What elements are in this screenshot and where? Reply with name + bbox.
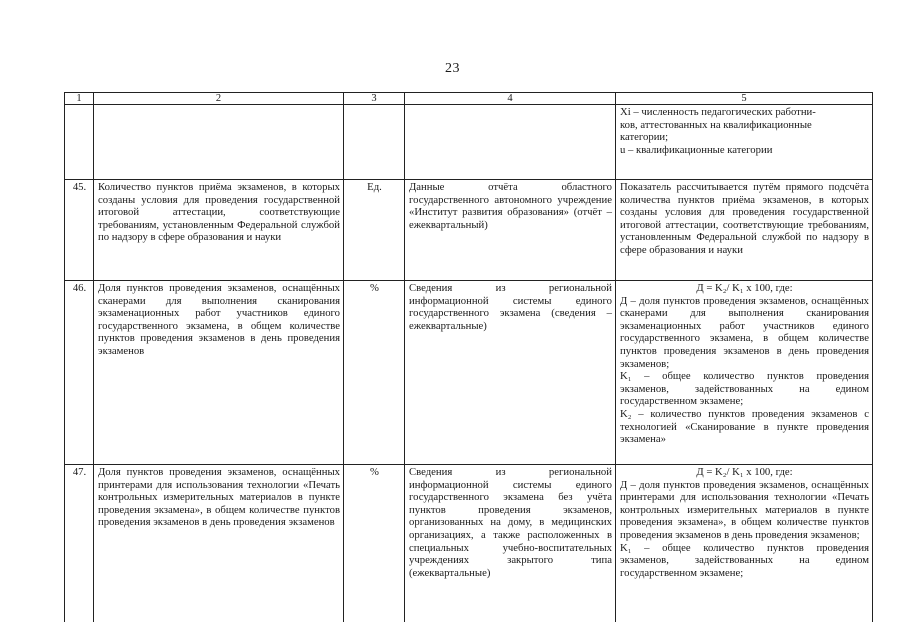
indicator-name-cell: Доля пунктов проведения экзаменов, оснащённых сканерами для выполнения сканирования экзаменационных работ участников единого государственного экзамена, в общем количестве пунктов проведения экзаменов в день проведения экзаменов: [94, 281, 344, 465]
column-number: 1: [65, 93, 94, 105]
method-text: K₁ – общее количество пунктов проведения экзаменов, задействованных на едином государственном экзамене;: [620, 541, 869, 579]
method-cell: [616, 105, 873, 180]
source-cell: Сведения из региональной информационной системы единого государственного экзамена (сведения – ежеквартальные): [405, 281, 616, 465]
method-text: K₁ – общее количество пунктов проведения экзаменов, задействованных на едином государственном экзамене;: [620, 370, 869, 408]
formula-text: Д = K₂/ K₁ x 100, где:: [696, 466, 793, 478]
indicators-table: [64, 92, 873, 635]
column-number: 5: [616, 93, 873, 105]
source-cell: [405, 105, 616, 180]
indicator-name-cell: Доля пунктов проведения экзаменов, оснащённых принтерами для использования технологии «Печать контрольных измерительных материалов в пункте проведения экзамена», в общем количестве пунктов проведения экзаменов в день проведения экзаменов: [94, 465, 344, 635]
method-text: ков, аттестованных на квалификационные: [620, 118, 812, 131]
page-number: 23: [445, 61, 460, 76]
row-number-cell: 45.: [65, 180, 94, 281]
method-text: Xi – численность педагогических работни-: [620, 106, 816, 118]
table-row: [65, 281, 873, 465]
unit-cell: %: [344, 281, 405, 465]
indicator-name-cell: [94, 105, 344, 180]
column-number: 2: [94, 93, 344, 105]
page-bottom-edge: [0, 622, 905, 640]
table-row: [65, 465, 873, 635]
method-cell: Показатель рассчитывается путём прямого подсчёта количества пунктов приёма экзаменов, в которых созданы условия для проведения государственной итоговой аттестации, соответствующие требованиям, установленным Федеральной службой по надзору в сфере образования и науки: [616, 180, 873, 281]
method-cell: [616, 281, 873, 465]
method-text: u – квалификационные категории: [620, 143, 773, 156]
column-number-row: [65, 93, 873, 105]
method-text: категории;: [620, 131, 669, 144]
method-text: K₂ – количество пунктов проведения экзаменов с технологией «Сканирование в пункте проведения экзамена»: [620, 407, 869, 446]
method-text: Д – доля пунктов проведения экзаменов, оснащённых принтерами для использования технологии «Печать контрольных измерительных материалов в пункте проведения экзамена», в общем количестве пунктов проведения экзаменов в день проведения экзаменов;: [620, 478, 869, 541]
unit-cell: Ед.: [344, 180, 405, 281]
source-cell: Сведения из региональной информационной системы единого государственного экзамена без учёта пунктов проведения экзаменов, организованных на дому, в медицинских организациях, а также расположенных в специальных учебно-воспитательных учреждениях закрытого типа (ежеквартальные): [405, 465, 616, 635]
indicator-name-cell: Количество пунктов приёма экзаменов, в которых созданы условия для проведения государственной итоговой аттестации, соответствующие требованиям, установленным Федеральной службой по надзору в сфере образования и науки: [94, 180, 344, 281]
column-number: 4: [405, 93, 616, 105]
formula-text: Д = K₂/ K₁ x 100, где:: [696, 282, 793, 294]
method-cell: [616, 465, 873, 635]
row-number-cell: 46.: [65, 281, 94, 465]
table-row: [65, 180, 873, 281]
source-cell: Данные отчёта областного государственного автономного учреждение «Институт развития образования» (отчёт – ежеквартальный): [405, 180, 616, 281]
column-number: 3: [344, 93, 405, 105]
unit-cell: [344, 105, 405, 180]
unit-cell: %: [344, 465, 405, 635]
row-number-cell: [65, 105, 94, 180]
table-row: [65, 105, 873, 180]
method-text: Д – доля пунктов проведения экзаменов, оснащённых сканерами для выполнения сканирования экзаменационных работ участников единого государственного экзамена, в общем количестве пунктов проведения экзаменов в день проведения экзаменов;: [620, 294, 869, 370]
row-number-cell: 47.: [65, 465, 94, 635]
